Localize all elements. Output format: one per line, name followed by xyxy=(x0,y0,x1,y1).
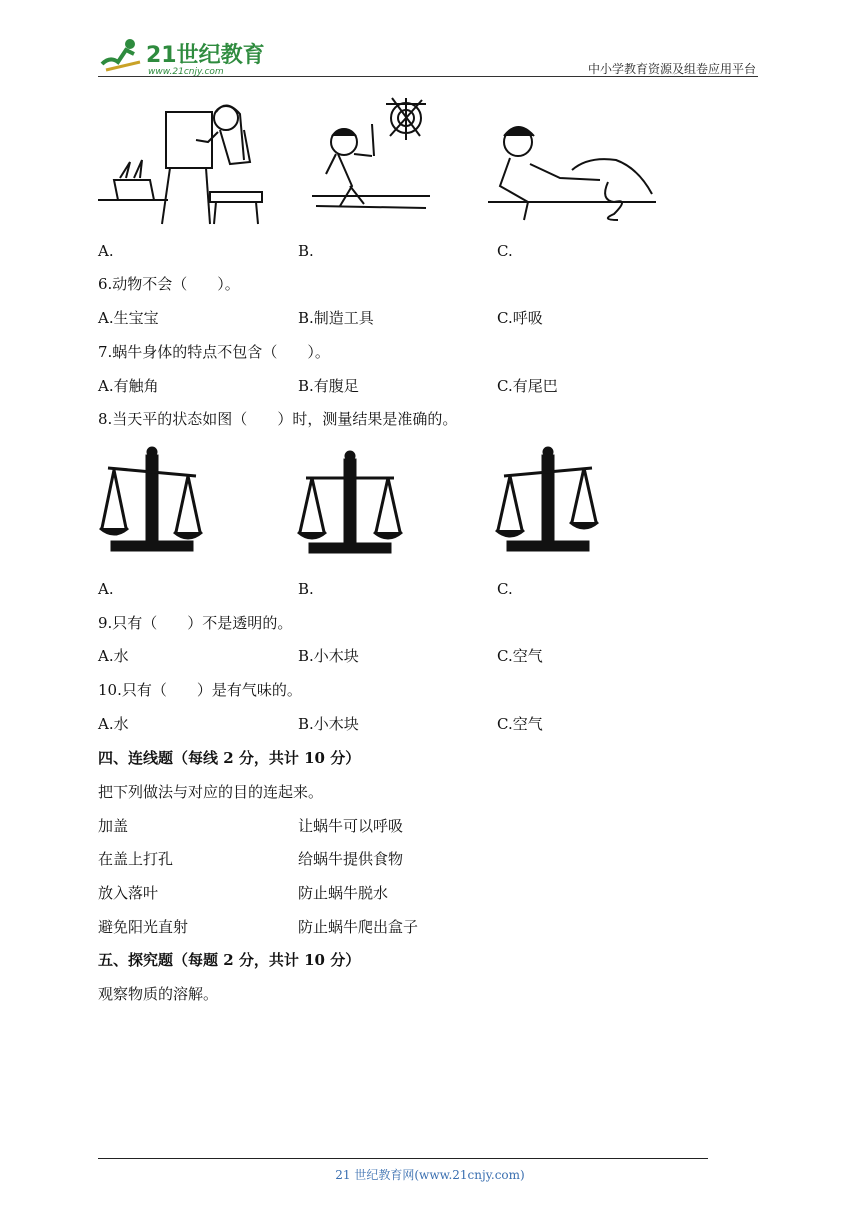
match-right-item[interactable]: 给蜗牛提供食物 xyxy=(298,850,404,868)
girl-painting-image xyxy=(98,100,278,230)
q10-option-a[interactable]: A.水 xyxy=(98,715,129,733)
q5-option-c[interactable]: C. xyxy=(497,242,513,260)
section4-title: 四、连线题（每线 2 分，共计 10 分） xyxy=(98,749,361,767)
q7-option-b[interactable]: B.有腹足 xyxy=(298,377,359,395)
balance-scale-a-image xyxy=(100,446,204,556)
q8-stem: 8.当天平的状态如图（ ）时，测量结果是准确的。 xyxy=(98,410,458,428)
q9-stem: 9.只有（ ）不是透明的。 xyxy=(98,614,293,632)
q8-option-a[interactable]: A. xyxy=(98,580,114,598)
match-left-item[interactable]: 放入落叶 xyxy=(98,884,159,902)
logo-url: www.21cnjy.com xyxy=(148,67,224,77)
q6-option-a[interactable]: A.生宝宝 xyxy=(98,309,159,327)
footer-text[interactable]: 21 世纪教育网(www.21cnjy.com) xyxy=(335,1168,525,1182)
q7-stem: 7.蜗牛身体的特点不包含（ ）。 xyxy=(98,343,330,361)
q7-option-c[interactable]: C.有尾巴 xyxy=(497,377,558,395)
header-divider xyxy=(98,76,758,77)
logo-text: 21世纪教育 xyxy=(146,43,265,68)
runner-logo-icon xyxy=(96,34,266,76)
boy-spiderweb-image xyxy=(302,96,442,226)
section5-instruction: 观察物质的溶解。 xyxy=(98,985,219,1003)
section4-instruction: 把下列做法与对应的目的连起来。 xyxy=(98,783,324,801)
q5-option-a[interactable]: A. xyxy=(98,242,114,260)
boy-snake-image xyxy=(488,108,658,228)
q8-option-c[interactable]: C. xyxy=(497,580,513,598)
header-platform-text: 中小学教育资源及组卷应用平台 xyxy=(587,62,756,76)
section5-title: 五、探究题（每题 2 分，共计 10 分） xyxy=(98,951,361,969)
match-left-item[interactable]: 加盖 xyxy=(98,817,129,835)
q6-stem: 6.动物不会（ ）。 xyxy=(98,275,240,293)
q10-option-c[interactable]: C.空气 xyxy=(497,715,543,733)
site-logo xyxy=(96,34,266,76)
q10-option-b[interactable]: B.小木块 xyxy=(298,715,359,733)
balance-scale-b-image xyxy=(298,452,402,556)
q6-option-c[interactable]: C.呼吸 xyxy=(497,309,543,327)
balance-scale-c-image xyxy=(496,446,600,556)
match-right-item[interactable]: 防止蜗牛脱水 xyxy=(298,884,389,902)
match-right-item[interactable]: 防止蜗牛爬出盒子 xyxy=(298,918,419,936)
match-left-item[interactable]: 避免阳光直射 xyxy=(98,918,189,936)
q5-option-b[interactable]: B. xyxy=(298,242,314,260)
q7-option-a[interactable]: A.有触角 xyxy=(98,377,159,395)
match-right-item[interactable]: 让蜗牛可以呼吸 xyxy=(298,817,404,835)
q9-option-b[interactable]: B.小木块 xyxy=(298,647,359,665)
q8-option-b[interactable]: B. xyxy=(298,580,314,598)
q9-option-c[interactable]: C.空气 xyxy=(497,647,543,665)
q9-option-a[interactable]: A.水 xyxy=(98,647,129,665)
q6-option-b[interactable]: B.制造工具 xyxy=(298,309,374,327)
q10-stem: 10.只有（ ）是有气味的。 xyxy=(98,681,302,699)
footer-divider xyxy=(98,1158,708,1159)
match-left-item[interactable]: 在盖上打孔 xyxy=(98,850,174,868)
